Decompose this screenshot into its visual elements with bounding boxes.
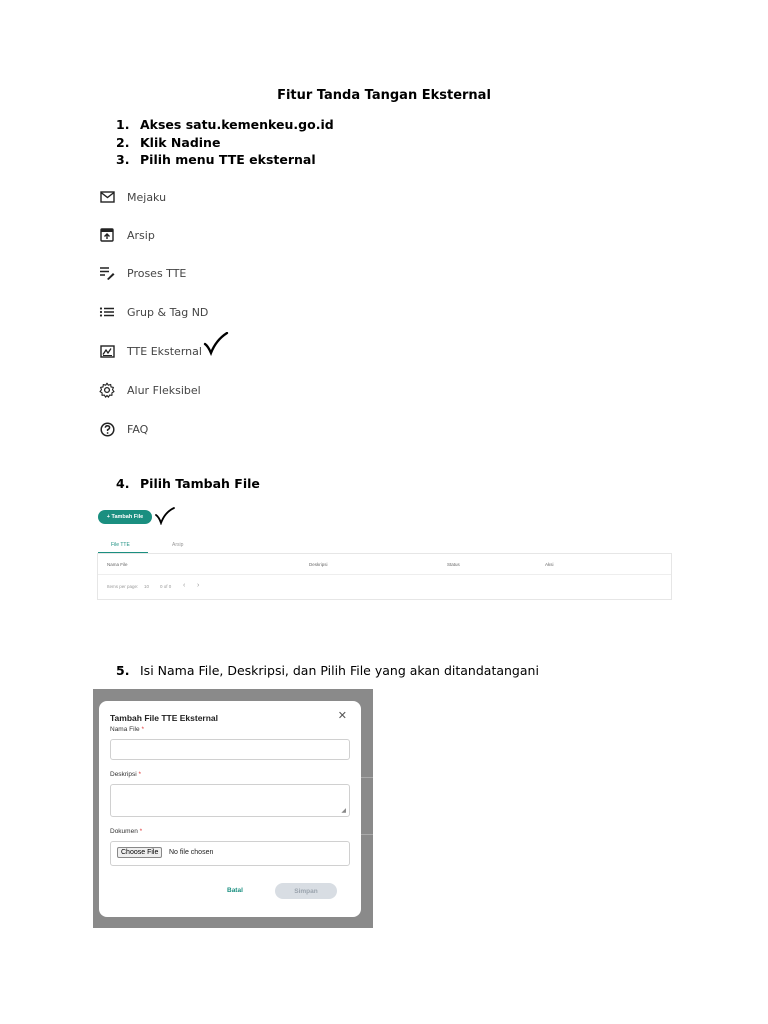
items-per-page-label: Items per page: <box>107 584 139 589</box>
column-header: Deskripsi <box>309 562 328 567</box>
file-table <box>97 553 672 600</box>
column-header: Aksi <box>545 562 554 567</box>
tab-arsip[interactable]: Arsip <box>172 542 184 548</box>
step-1: 1. Akses satu.kemenkeu.go.id <box>116 117 334 132</box>
choose-file-button[interactable]: Choose File <box>117 847 162 858</box>
background-line <box>361 777 373 778</box>
menu-label: Mejaku <box>127 190 167 204</box>
resize-handle-icon[interactable]: ◢ <box>341 808 346 814</box>
checkmark-icon <box>203 332 229 356</box>
table-divider <box>98 574 671 575</box>
step-2: 2. Klik Nadine <box>116 135 221 150</box>
prev-page-icon[interactable]: ‹ <box>183 582 186 589</box>
menu-item-proses-tte[interactable] <box>98 263 187 283</box>
dokumen-label: Dokumen * <box>110 828 143 835</box>
menu-label: TTE Eksternal <box>127 344 202 358</box>
menu-item-tte-eksternal[interactable] <box>98 341 202 361</box>
tambah-file-modal <box>99 701 361 917</box>
items-per-page-select[interactable]: 10 <box>144 584 150 589</box>
gear-icon <box>98 381 116 399</box>
page-range: 0 of 0 <box>160 584 172 589</box>
menu-label: Proses TTE <box>127 266 187 280</box>
menu-item-faq[interactable] <box>98 419 149 439</box>
save-button[interactable]: Simpan <box>275 883 337 899</box>
step-5: 5. Isi Nama File, Deskripsi, dan Pilih File yang akan ditandatangani <box>116 663 539 678</box>
step-3: 3. Pilih menu TTE eksternal <box>116 152 316 167</box>
menu-item-grup-tag[interactable] <box>98 302 209 322</box>
tambah-file-button[interactable]: + Tambah File <box>98 510 152 524</box>
menu-label: FAQ <box>127 422 149 436</box>
menu-item-arsip[interactable] <box>98 225 155 245</box>
menu-item-mejaku[interactable] <box>98 187 167 207</box>
background-line <box>361 834 373 835</box>
document-title: Fitur Tanda Tangan Eksternal <box>277 88 491 103</box>
help-icon <box>98 420 116 438</box>
nama-file-input[interactable] <box>110 739 350 760</box>
modal-title: Tambah File TTE Eksternal <box>110 713 219 723</box>
menu-item-alur-fleksibel[interactable] <box>98 380 201 400</box>
next-page-icon[interactable]: › <box>197 582 200 589</box>
tab-file-tte[interactable]: File TTE <box>111 542 130 548</box>
column-header: Nama File <box>107 562 128 567</box>
step-4: 4. Pilih Tambah File <box>116 476 260 491</box>
menu-label: Arsip <box>127 228 155 242</box>
cancel-button[interactable]: Batal <box>227 887 243 894</box>
deskripsi-textarea[interactable] <box>110 784 350 817</box>
close-icon[interactable]: ✕ <box>337 710 347 722</box>
tab-bar <box>98 540 670 554</box>
mail-icon <box>98 188 116 206</box>
signature-icon <box>98 342 116 360</box>
menu-label: Grup & Tag ND <box>127 305 209 319</box>
checkmark-icon <box>155 507 175 525</box>
no-file-text: No file chosen <box>169 849 214 856</box>
archive-icon <box>98 226 116 244</box>
column-header: Status <box>447 562 460 567</box>
edit-list-icon <box>98 264 116 282</box>
nama-file-label: Nama File * <box>110 726 144 733</box>
modal-screenshot <box>93 689 373 928</box>
list-icon <box>98 303 116 321</box>
menu-label: Alur Fleksibel <box>127 383 201 397</box>
dokumen-file-input <box>110 841 350 866</box>
deskripsi-label: Deskripsi * <box>110 771 142 778</box>
